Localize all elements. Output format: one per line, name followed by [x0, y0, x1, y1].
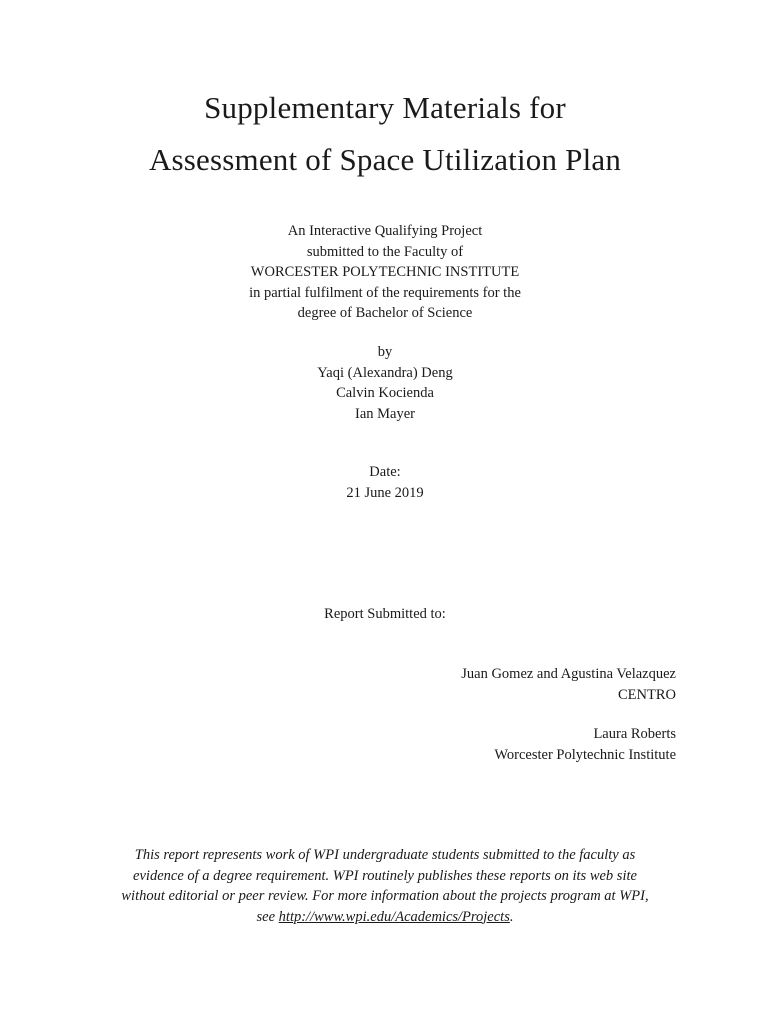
projects-link[interactable]: http://www.wpi.edu/Academics/Projects	[278, 908, 510, 925]
date-block	[0, 462, 770, 503]
author-name: Ian Mayer	[355, 405, 415, 422]
recipient-org: CENTRO	[618, 686, 676, 703]
report-submitted-label: Report Submitted to:	[324, 606, 446, 622]
author-name: Yaqi (Alexandra) Deng	[317, 364, 453, 381]
submission-line: degree of Bachelor of Science	[297, 305, 473, 321]
report-submitted-block	[0, 604, 770, 625]
recipient-org: Worcester Polytechnic Institute	[494, 746, 676, 763]
footer-see-suffix: .	[509, 908, 514, 925]
title-line-2: Assessment of Space Utilization Plan	[148, 142, 622, 177]
footer-see-prefix: see	[256, 908, 279, 925]
submission-line: An Interactive Qualifying Project	[287, 223, 483, 239]
footer-line: evidence of a degree requirement. WPI routinely publishes these reports on its web site	[133, 867, 637, 884]
submission-statement	[0, 221, 770, 324]
footer-disclaimer	[60, 845, 710, 927]
recipient-2	[256, 724, 676, 765]
submission-line: in partial fulfilment of the requirements for the	[249, 284, 521, 301]
recipient-name: Laura Roberts	[593, 726, 676, 742]
submission-line: submitted to the Faculty of	[306, 243, 464, 260]
title-line-1: Supplementary Materials for	[204, 90, 566, 125]
recipient-name: Juan Gomez and Agustina Velazquez	[461, 666, 676, 682]
footer-line-see	[60, 907, 710, 928]
authors-block	[0, 342, 770, 424]
date-value: 21 June 2019	[346, 484, 424, 501]
author-name: Calvin Kocienda	[336, 385, 434, 401]
by-label: by	[377, 344, 393, 360]
title-block	[0, 82, 770, 186]
recipient-1	[256, 664, 676, 705]
date-label: Date:	[369, 464, 401, 480]
submission-line: WORCESTER POLYTECHNIC INSTITUTE	[250, 264, 520, 280]
footer-line: without editorial or peer review. For more information about the projects program at WPI,	[121, 888, 649, 904]
footer-line: This report represents work of WPI undergraduate students submitted to the faculty as	[134, 847, 636, 863]
